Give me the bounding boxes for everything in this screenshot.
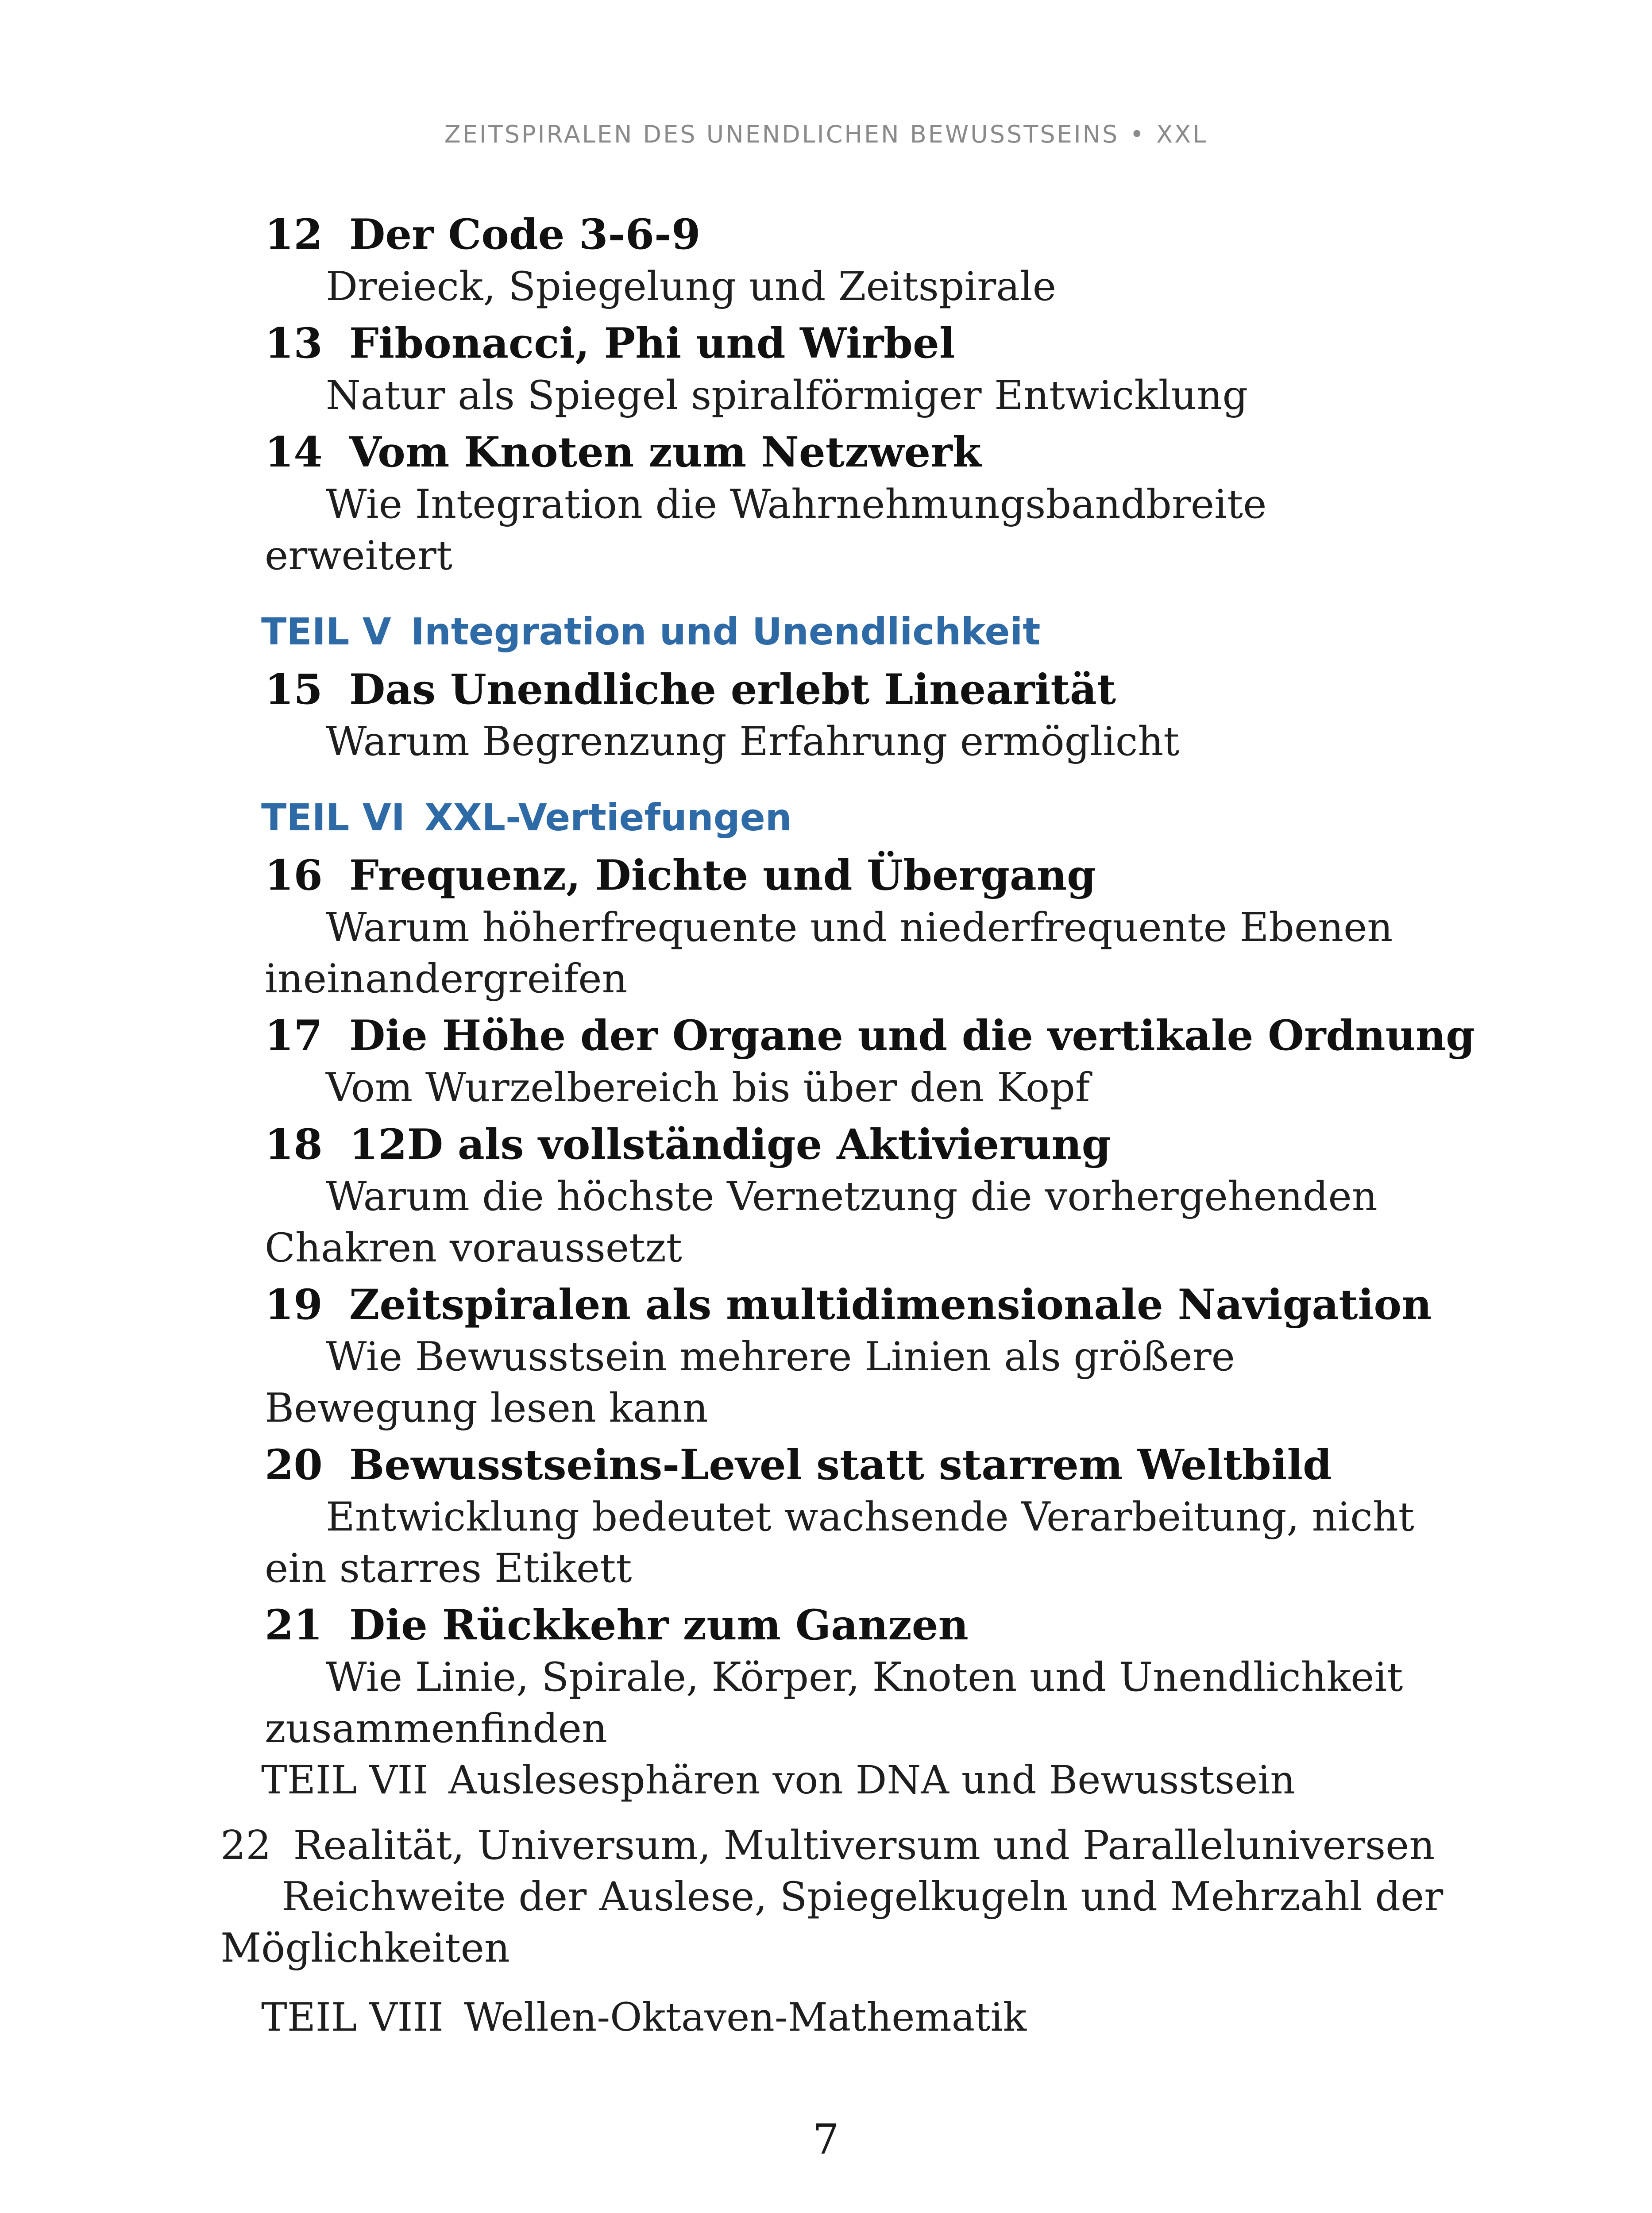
header-title: ZEITSPIRALEN DES UNENDLICHEN BEWUSSTSEINS	[444, 120, 1119, 148]
entry-subtitle: Warum die höchste Vernetzung die vorhergehenden Chakren voraussetzt	[265, 1173, 1378, 1271]
toc-entry-14[interactable]	[265, 426, 1460, 582]
running-header	[0, 120, 1652, 148]
entry-title: Die Rückkehr zum Ganzen	[349, 1601, 969, 1650]
entry-number: 19	[265, 1280, 323, 1329]
entry-title: Vom Knoten zum Netzwerk	[349, 428, 981, 477]
entry-number: 20	[265, 1441, 323, 1489]
entry-number: 13	[265, 319, 323, 368]
toc-entry-13[interactable]	[265, 317, 1460, 421]
part-label: TEIL VII	[261, 1757, 428, 1803]
entry-title-line	[265, 1438, 1460, 1492]
entry-title-line	[265, 426, 1460, 479]
page-number: 7	[813, 2116, 839, 2164]
part-label: TEIL VIII	[261, 1994, 444, 2040]
toc-entry-20[interactable]	[265, 1438, 1460, 1594]
entry-number: 12	[265, 210, 323, 259]
entry-title: Die Höhe der Organe und die vertikale Ordnung	[349, 1011, 1475, 1060]
entry-number: 17	[265, 1011, 323, 1060]
toc-entry-19[interactable]	[265, 1278, 1460, 1434]
entry-subtitle: Wie Integration die Wahrnehmungsbandbreite erweitert	[265, 481, 1267, 579]
table-of-contents	[220, 208, 1475, 2043]
part-title: Wellen-Oktaven-Mathematik	[463, 1994, 1027, 2040]
entry-subtitle: Reichweite der Auslese, Spiegelkugeln und Mehrzahl der Möglichkeiten	[220, 1874, 1444, 1971]
header-bullet: •	[1130, 120, 1146, 148]
part-title: Integration und Unendlichkeit	[410, 610, 1041, 653]
entry-title: Realität, Universum, Multiversum und Paralleluniversen	[293, 1822, 1435, 1869]
entry-subtitle: Wie Bewusstsein mehrere Linien als größere Bewegung lesen kann	[265, 1334, 1235, 1431]
entry-number: 18	[265, 1120, 323, 1169]
entry-title-line	[265, 1278, 1460, 1331]
entry-title-line	[220, 1820, 1460, 1871]
entry-title-line	[265, 663, 1460, 716]
toc-entry-21[interactable]	[265, 1599, 1460, 1754]
entry-title: Das Unendliche erlebt Linearität	[349, 665, 1116, 714]
entry-title: Fibonacci, Phi und Wirbel	[349, 319, 955, 368]
entry-subtitle: Entwicklung bedeutet wachsende Verarbeitung, nicht ein starres Etikett	[265, 1494, 1414, 1592]
entry-subtitle: Warum höherfrequente und niederfrequente Ebenen ineinandergreifen	[265, 904, 1393, 1002]
entry-title-line	[265, 208, 1460, 261]
entry-title: 12D als vollständige Aktivierung	[349, 1120, 1111, 1169]
entry-title: Zeitspiralen als multidimensionale Navigation	[349, 1280, 1432, 1329]
part-title: XXL-Vertiefungen	[424, 796, 792, 839]
entry-number: 21	[265, 1601, 323, 1650]
part-heading-vii[interactable]	[261, 1754, 1460, 1806]
toc-entry-18[interactable]	[265, 1118, 1460, 1274]
entry-title-line	[265, 849, 1460, 902]
toc-entry-16[interactable]	[265, 849, 1460, 1005]
entry-number: 16	[265, 851, 323, 900]
entry-subtitle: Vom Wurzelbereich bis über den Kopf	[326, 1064, 1090, 1111]
entry-title: Frequenz, Dichte und Übergang	[349, 851, 1096, 900]
entry-title: Der Code 3-6-9	[349, 210, 701, 259]
part-label: TEIL VI	[261, 796, 405, 839]
entry-number: 22	[220, 1822, 271, 1869]
part-label: TEIL V	[261, 610, 391, 653]
toc-entry-12[interactable]	[265, 208, 1460, 312]
entry-number: 14	[265, 428, 323, 477]
header-suffix: XXL	[1156, 120, 1208, 148]
entry-title-line	[265, 1599, 1460, 1652]
toc-entry-22[interactable]	[220, 1820, 1460, 1974]
entry-title-line	[265, 1118, 1460, 1171]
entry-title: Bewusstseins-Level statt starrem Weltbild	[349, 1441, 1332, 1489]
part-heading-v[interactable]	[261, 607, 1460, 656]
toc-entry-17[interactable]	[265, 1009, 1475, 1114]
part-heading-viii[interactable]	[261, 1992, 1460, 2043]
part-heading-vi[interactable]	[261, 793, 1460, 842]
entry-subtitle: Dreieck, Spiegelung und Zeitspirale	[326, 263, 1056, 310]
entry-subtitle: Wie Linie, Spirale, Körper, Knoten und Unendlichkeit zusammenfinden	[265, 1654, 1403, 1752]
entry-subtitle: Natur als Spiegel spiralförmiger Entwicklung	[326, 372, 1248, 419]
part-title: Auslesesphären von DNA und Bewusstsein	[448, 1757, 1296, 1803]
entry-title-line	[265, 317, 1460, 370]
entry-title-line	[265, 1009, 1475, 1062]
entry-number: 15	[265, 665, 323, 714]
entry-subtitle: Warum Begrenzung Erfahrung ermöglicht	[326, 718, 1180, 765]
toc-entry-15[interactable]	[265, 663, 1460, 767]
